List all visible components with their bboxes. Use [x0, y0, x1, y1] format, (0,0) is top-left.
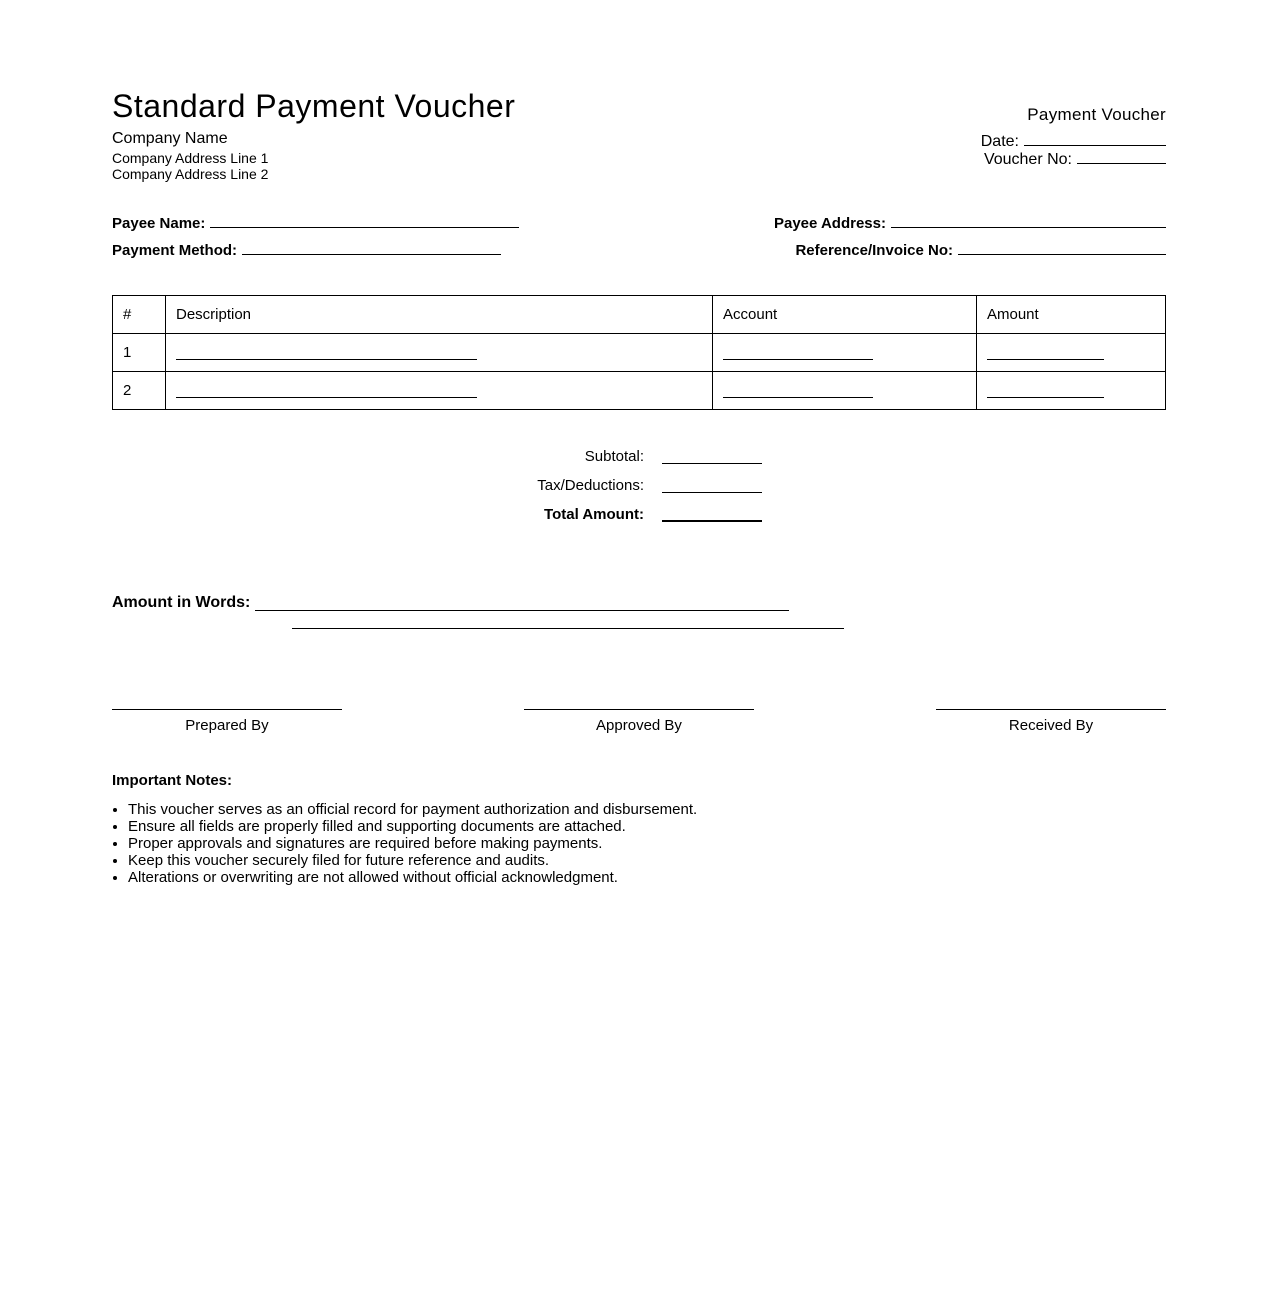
payee-address-label: Payee Address:	[773, 215, 886, 232]
page-title: Standard Payment Voucher	[112, 88, 516, 124]
list-item: • Keep this voucher securely filed for future reference and audits.	[128, 852, 697, 869]
amount-in-words-label: Amount in Words:	[112, 594, 251, 611]
reference-label: Reference/Invoice No:	[795, 242, 953, 259]
payee-address-field	[774, 213, 1166, 232]
amount-cell	[977, 372, 1166, 410]
date-input-line[interactable]	[1024, 131, 1166, 146]
payee-name-label: Payee Name:	[112, 215, 206, 232]
prepared-by-label: Prepared By	[185, 717, 269, 734]
total-amount-label: Total Amount:	[544, 506, 644, 523]
approved-by-signature-line[interactable]	[524, 709, 754, 710]
tax-input-line[interactable]	[662, 492, 762, 493]
prepared-by-signature-line[interactable]	[112, 709, 342, 710]
payee-name-field	[112, 213, 519, 232]
list-item: • Alterations or overwriting are not allowed without official acknowledgment.	[128, 869, 697, 886]
payee-name-input-line[interactable]	[210, 213, 519, 228]
row-number: 1	[113, 334, 166, 372]
received-by-signature-line[interactable]	[936, 709, 1166, 710]
date-label: Date:	[980, 133, 1019, 150]
amount-in-words-line-2[interactable]	[292, 628, 844, 629]
account-cell	[713, 334, 977, 372]
description-cell	[166, 334, 713, 372]
reference-input-line[interactable]	[958, 240, 1166, 255]
company-address-line-2: Company Address Line 2	[112, 166, 269, 182]
list-item: • Ensure all fields are properly filled and supporting documents are attached.	[128, 818, 697, 835]
payment-method-input-line[interactable]	[242, 240, 501, 255]
items-table	[112, 295, 1166, 410]
payment-method-field	[112, 240, 501, 259]
date-field	[981, 131, 1166, 151]
received-by-label: Received By	[1008, 717, 1094, 734]
amount-input-line[interactable]	[987, 351, 1104, 360]
approved-by-label: Approved By	[596, 717, 682, 734]
col-header-number: #	[113, 296, 166, 334]
voucher-no-field	[984, 149, 1166, 169]
col-header-description: Description	[166, 296, 713, 334]
description-input-line[interactable]	[176, 389, 477, 398]
notes-list	[112, 801, 697, 886]
notes-title: Important Notes:	[112, 772, 232, 789]
voucher-no-label: Voucher No:	[983, 151, 1072, 168]
description-input-line[interactable]	[176, 351, 477, 360]
list-item: • This voucher serves as an official record for payment authorization and disbursement.	[128, 801, 697, 818]
row-number: 2	[113, 372, 166, 410]
payment-method-label: Payment Method:	[112, 242, 238, 259]
amount-in-words-line-1[interactable]	[255, 610, 789, 611]
description-cell	[166, 372, 713, 410]
subtotal-label: Subtotal:	[584, 448, 644, 465]
col-header-account: Account	[713, 296, 977, 334]
company-address-line-1: Company Address Line 1	[112, 150, 269, 166]
account-input-line[interactable]	[723, 389, 873, 398]
col-header-amount: Amount	[977, 296, 1166, 334]
table-row	[113, 372, 1166, 410]
amount-cell	[977, 334, 1166, 372]
voucher-label: Payment Voucher	[1027, 105, 1166, 124]
company-name: Company Name	[112, 130, 228, 147]
list-item: • Proper approvals and signatures are required before making payments.	[128, 835, 697, 852]
amount-input-line[interactable]	[987, 389, 1104, 398]
payee-address-input-line[interactable]	[891, 213, 1166, 228]
voucher-no-input-line[interactable]	[1077, 149, 1166, 164]
account-input-line[interactable]	[723, 351, 873, 360]
table-header-row	[113, 296, 1166, 334]
table-row	[113, 334, 1166, 372]
subtotal-input-line[interactable]	[662, 463, 762, 464]
reference-field	[795, 240, 1166, 259]
total-amount-input-line[interactable]	[662, 520, 762, 522]
account-cell	[713, 372, 977, 410]
tax-label: Tax/Deductions:	[537, 477, 644, 494]
